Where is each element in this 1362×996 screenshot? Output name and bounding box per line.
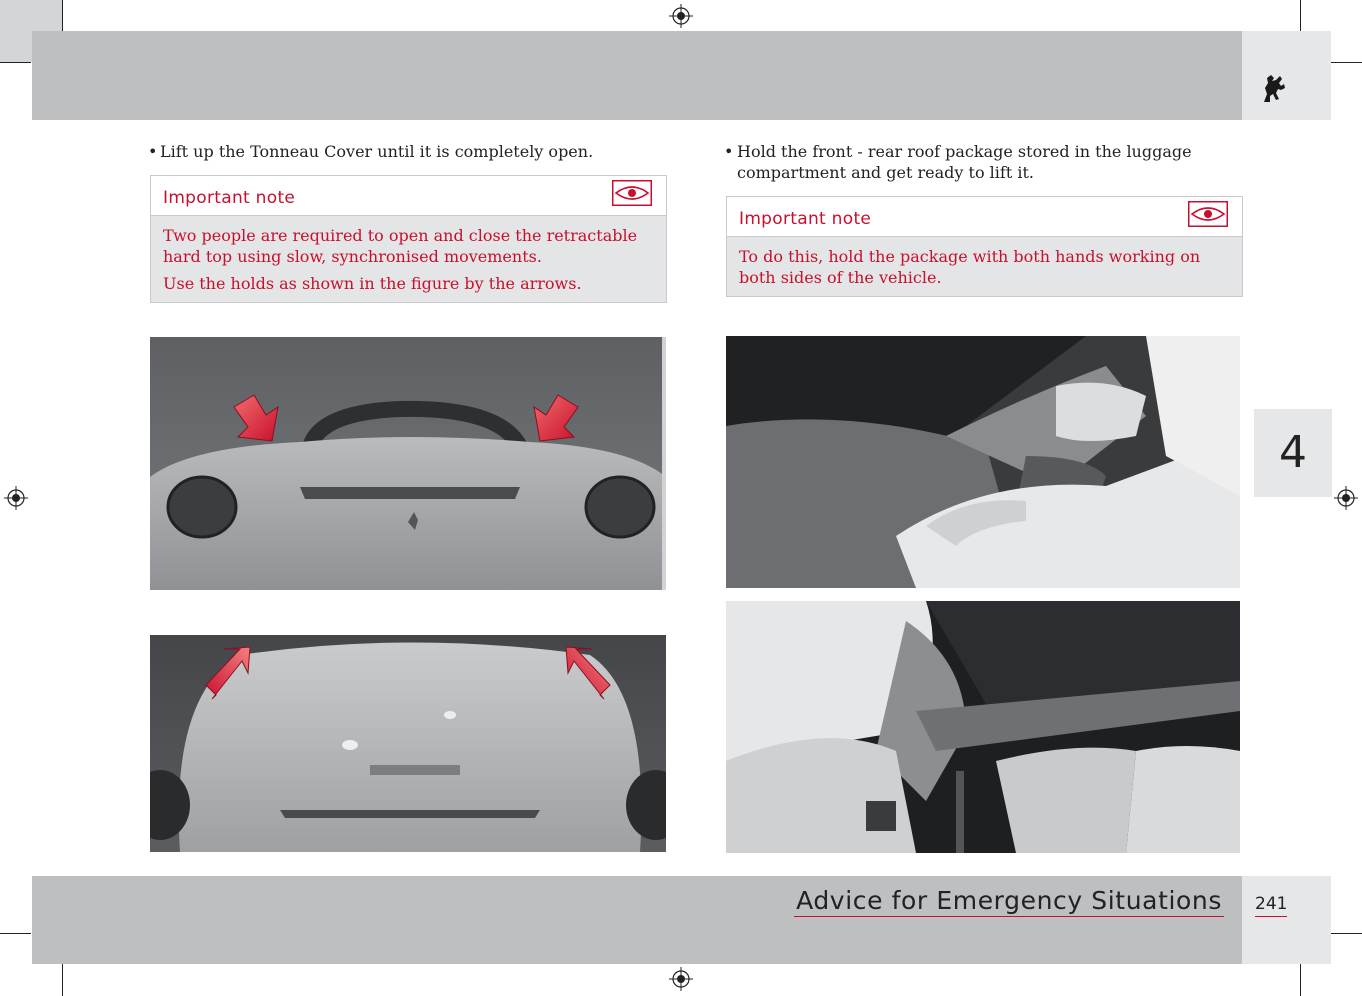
crop-mark [0, 62, 31, 63]
crop-mark [1300, 964, 1301, 996]
note-paragraph: Two people are required to open and close the retractable hard top using slow, synchronised movements. [163, 226, 638, 266]
corner-block-inner [32, 31, 62, 62]
prancing-horse-icon [1258, 72, 1288, 106]
crop-mark [0, 933, 31, 934]
registration-mark-icon [4, 486, 28, 510]
registration-mark-icon [669, 967, 693, 991]
crop-mark [1331, 933, 1362, 934]
photo-tonneau-cover-rear [150, 337, 666, 590]
note-body [727, 237, 1242, 296]
registration-mark-icon [1334, 486, 1358, 510]
note-paragraph: Use the holds as shown in the figure by the arrows. [163, 274, 582, 293]
right-instruction-text: Hold the front - rear roof package stored in the luggage compartment and get ready to lift it. [737, 142, 1192, 182]
bullet-dot: • [724, 142, 734, 161]
note-header [151, 176, 666, 216]
photo-hands-holding-roof [726, 336, 1240, 588]
crop-mark [1300, 0, 1301, 31]
note-title: Important note [739, 209, 872, 229]
page-number: 241 [1255, 894, 1287, 917]
left-instruction [148, 141, 668, 162]
registration-mark-icon [669, 4, 693, 28]
left-important-note [150, 175, 667, 303]
note-header [727, 197, 1242, 237]
crop-mark [1331, 62, 1362, 63]
crop-mark [62, 964, 63, 996]
note-paragraph: To do this, hold the package with both hands working on both sides of the vehicle. [739, 247, 1201, 287]
header-band [32, 31, 1242, 120]
chapter-tab[interactable] [1254, 409, 1332, 497]
left-instruction-text: Lift up the Tonneau Cover until it is completely open. [160, 142, 594, 161]
footer-band [32, 876, 1242, 964]
right-instruction [724, 141, 1237, 183]
note-body [151, 216, 666, 302]
section-title: Advice for Emergency Situations [796, 886, 1222, 915]
crop-mark [62, 0, 63, 31]
footer-corner [1242, 876, 1331, 964]
bullet-dot: • [148, 142, 158, 161]
photo-lifting-roof-package [726, 601, 1240, 853]
chapter-number: 4 [1279, 427, 1307, 478]
photo-tonneau-cover-lifted [150, 635, 666, 852]
eye-warning-icon [1188, 201, 1228, 227]
right-important-note [726, 196, 1243, 297]
eye-warning-icon [612, 180, 652, 206]
note-title: Important note [163, 188, 296, 208]
